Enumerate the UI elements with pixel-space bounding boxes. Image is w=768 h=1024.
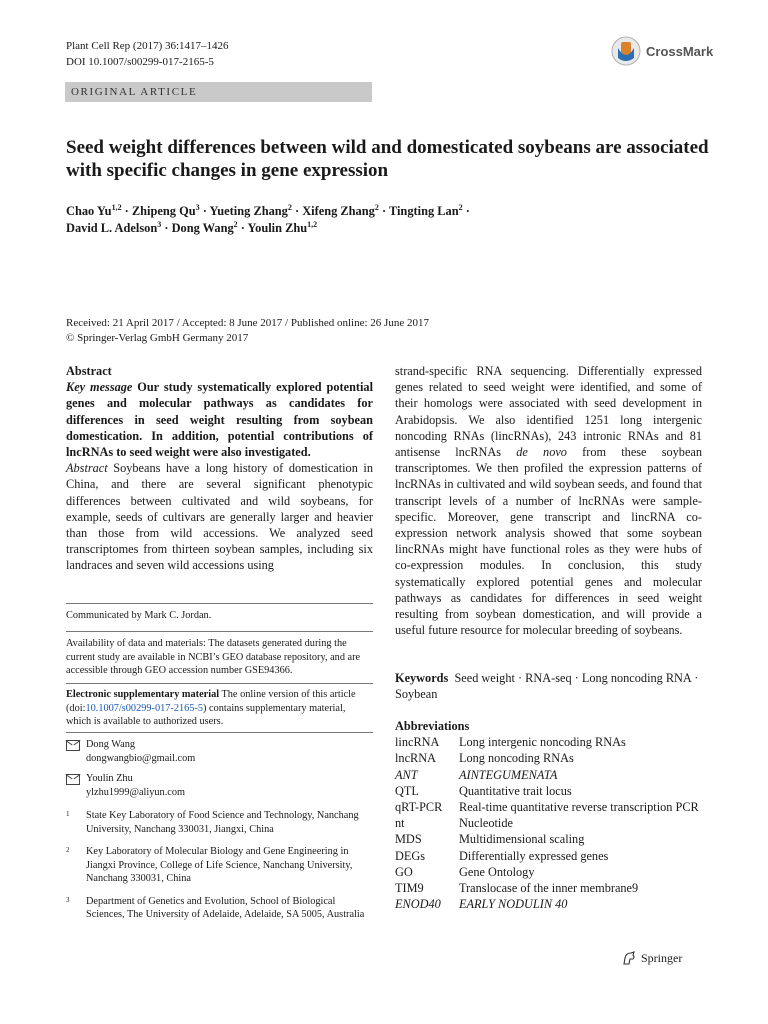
publisher-logo xyxy=(621,950,682,966)
abbreviation-term: ANT xyxy=(395,767,418,782)
affiliation-number: 3 xyxy=(66,895,70,904)
abbreviation-row xyxy=(395,783,705,799)
abbreviation-row xyxy=(395,831,705,847)
key-message-label: Key message xyxy=(66,380,133,395)
author-affiliation-mark: 2 xyxy=(374,202,379,212)
abbreviation-term: TIM9 xyxy=(395,881,424,896)
author-separator: · xyxy=(121,204,132,218)
contact-list xyxy=(66,738,373,800)
abbreviation-term: qRT-PCR xyxy=(395,800,443,815)
abbreviations xyxy=(395,718,705,912)
esm-note xyxy=(66,688,373,729)
author-separator: · xyxy=(462,204,470,218)
abbreviation-term: MDS xyxy=(395,832,422,847)
abbreviation-definition: AINTEGUMENATA xyxy=(459,767,558,782)
esm-label: Electronic supplementary material xyxy=(66,689,220,700)
abstract-text-right: strand-specific RNA sequencing. Differentially expressed genes related to seed weight were identified, and some of their homologs were associated with seed development in Arabidopsis. We also identified 1251 long intergenic noncoding RNAs (lincRNAs), 243 intronic RNAs and 81 antisense lncRNAs xyxy=(395,364,702,460)
esm-divider xyxy=(66,683,373,684)
crossmark-label: CrossMark xyxy=(646,43,714,59)
crossmark-icon xyxy=(611,36,641,66)
abbreviation-definition: Quantitative trait locus xyxy=(459,783,572,798)
affiliation-text: Department of Genetics and Evolution, School of Biological Sciences, The University of Adelaide, Adelaide, SA 5005, Australia xyxy=(86,895,365,920)
abbreviation-definition: Real-time quantitative reverse transcription PCR xyxy=(459,800,699,815)
key-message-text: Our study systematically explored potential genes and molecular pathways as candidates for differences in seed weight resulting from soybean domestication. In addition, potential contributions of lncRNAs to seed weight were also investigated. xyxy=(66,380,373,460)
author-name: Xifeng Zhang xyxy=(302,204,375,218)
author-line-2 xyxy=(66,220,526,237)
springer-horse-icon xyxy=(621,950,637,966)
contact-name: Youlin Zhu xyxy=(86,773,133,784)
esm-text-end: ) contains supplementary material, which is available to authorized users. xyxy=(66,702,346,727)
abstract-text-right-end: from these soybean transcriptomes. We then profiled the expression patterns of lncRNAs in cultivated and wild soybean seeds, and found that transcript levels of a number of lncRNAs were sample-specific. Moreover, gene transcript and lincRNA co-expression network analysis showed that some soybean lincRNAs might have functional roles as they were hubs of co-expression modules. In conclusion, this study systematically explored potential genes and molecular pathways as candidates for differences in seed weight resulting from soybean domestication, and will provide a useful future resource for molecular breeding of soybeans. xyxy=(395,445,703,638)
author-name: Dong Wang xyxy=(171,221,234,235)
abbreviation-term: lincRNA xyxy=(395,735,440,750)
abstract-right-column xyxy=(395,363,702,638)
keywords-label: Keywords xyxy=(395,671,449,685)
abbreviation-term: ENOD40 xyxy=(395,897,441,912)
availability-note: Availability of data and materials: The datasets generated during the current study are available in NCBI’s GEO database repository, and are accessible through GEO accession number GSE94366. xyxy=(66,638,361,676)
abbreviation-definition: Translocase of the inner membrane9 xyxy=(459,881,639,896)
publisher-name: Springer xyxy=(641,950,683,965)
abbreviation-definition: Long intergenic noncoding RNAs xyxy=(459,735,626,750)
author-separator: · xyxy=(378,204,389,218)
abstract-left-column xyxy=(66,363,373,574)
keywords-text: Seed weight · RNA-seq · Long noncoding RNA · Soybean xyxy=(395,671,699,702)
article-title: Seed weight differences between wild and domesticated soybeans are associated with specific changes in gene expression xyxy=(66,137,709,181)
abbreviation-term: GO xyxy=(395,864,413,879)
affiliation-number: 1 xyxy=(66,810,70,818)
abbreviation-row xyxy=(395,896,705,912)
author-separator: · xyxy=(237,221,248,235)
author-affiliation-mark: 1,2 xyxy=(111,202,122,212)
abbreviation-definition: Long noncoding RNAs xyxy=(459,751,574,766)
abbreviations-heading: Abbreviations xyxy=(395,719,470,733)
affiliation-list xyxy=(66,809,373,922)
author-affiliation-mark: 2 xyxy=(287,202,292,212)
doi-line: DOI 10.1007/s00299-017-2165-5 xyxy=(66,56,214,68)
crossmark-badge[interactable] xyxy=(611,31,721,71)
abbreviation-definition: Multidimensional scaling xyxy=(459,832,585,847)
abbreviation-row xyxy=(395,880,705,896)
abbreviation-definition: EARLY NODULIN 40 xyxy=(459,897,568,912)
abstract-label: Abstract xyxy=(66,461,108,476)
author-name: David L. Adelson xyxy=(66,221,158,235)
abbreviation-term: QTL xyxy=(395,783,419,798)
de-novo-term: de novo xyxy=(516,445,567,460)
abstract-heading: Abstract xyxy=(66,364,112,378)
availability-divider xyxy=(66,631,373,632)
affiliation-item xyxy=(66,809,373,836)
abbreviation-list xyxy=(395,734,705,912)
abbreviation-row xyxy=(395,750,705,766)
article-type: ORIGINAL ARTICLE xyxy=(71,86,198,98)
copyright-line: © Springer-Verlag GmbH Germany 2017 xyxy=(66,332,249,344)
contact-name: Dong Wang xyxy=(86,739,136,750)
author-line-1 xyxy=(66,203,526,220)
author-list xyxy=(66,203,526,237)
author-separator: · xyxy=(199,204,210,218)
affiliation-item xyxy=(66,845,373,886)
publication-dates xyxy=(66,316,466,346)
esm-doi-link[interactable]: 10.1007/s00299-017-2165-5 xyxy=(85,702,204,714)
contact-divider xyxy=(66,732,373,733)
abbreviation-row xyxy=(395,734,705,750)
journal-header xyxy=(66,38,366,70)
journal-citation: Plant Cell Rep (2017) 36:1417–1426 xyxy=(66,40,229,52)
contact-entry xyxy=(66,738,373,766)
contact-email[interactable]: ylzhu1999@aliyun.com xyxy=(86,787,185,798)
abbreviation-row xyxy=(395,767,705,783)
abbreviation-row xyxy=(395,848,705,864)
article-type-banner xyxy=(65,82,372,102)
abbreviation-term: DEGs xyxy=(395,848,426,863)
author-affiliation-mark: 3 xyxy=(157,219,162,229)
affiliation-item xyxy=(66,895,373,922)
affiliation-number: 2 xyxy=(66,846,70,854)
author-affiliation-mark: 3 xyxy=(195,202,200,212)
author-affiliation-mark: 2 xyxy=(458,202,463,212)
author-name: Tingting Lan xyxy=(388,204,459,218)
author-affiliation-mark: 1,2 xyxy=(307,219,318,229)
footnote-divider xyxy=(66,603,373,604)
envelope-icon xyxy=(66,740,80,751)
abbreviation-definition: Nucleotide xyxy=(459,816,513,831)
keywords xyxy=(395,670,702,702)
author-name: Youlin Zhu xyxy=(247,221,308,235)
abbreviation-term: nt xyxy=(395,816,405,831)
communicated-note: Communicated by Mark C. Jordan. xyxy=(66,610,212,621)
esm-text: The online version of this article (doi: xyxy=(66,689,356,714)
date-history: Received: 21 April 2017 / Accepted: 8 June 2017 / Published online: 26 June 2017 xyxy=(66,317,429,329)
abstract-text-left: Soybeans have a long history of domestication in China, and there are several significant phenotypic differences between cultivated and wild soybeans, for example, seeds of cultivars are generally larger and heavier than those from wild accessions. We analyzed seed transcriptomes from thirteen soybean samples, including six landraces and seven wild accessions using xyxy=(66,461,373,573)
abbreviation-row xyxy=(395,799,705,815)
abbreviation-definition: Gene Ontology xyxy=(459,864,535,879)
author-separator: · xyxy=(161,221,172,235)
affiliation-text: State Key Laboratory of Food Science and Technology, Nanchang University, Nanchang 330031, Jiangxi, China xyxy=(86,810,359,835)
author-affiliation-mark: 2 xyxy=(233,219,238,229)
author-separator: · xyxy=(291,204,303,218)
author-name: Chao Yu xyxy=(66,204,112,218)
author-name: Zhipeng Qu xyxy=(131,204,196,218)
author-name: Yueting Zhang xyxy=(209,204,288,218)
contact-entry xyxy=(66,772,373,800)
affiliation-text: Key Laboratory of Molecular Biology and Gene Engineering in Jiangxi Province, College of Life Science, Nanchang University, Nanchang 330031, China xyxy=(86,846,353,884)
abbreviation-row xyxy=(395,815,705,831)
abbreviation-term: lncRNA xyxy=(395,751,436,766)
abbreviation-definition: Differentially expressed genes xyxy=(459,848,609,863)
contact-email[interactable]: dongwangbio@gmail.com xyxy=(86,753,196,764)
envelope-icon xyxy=(66,774,80,785)
abbreviation-row xyxy=(395,864,705,880)
